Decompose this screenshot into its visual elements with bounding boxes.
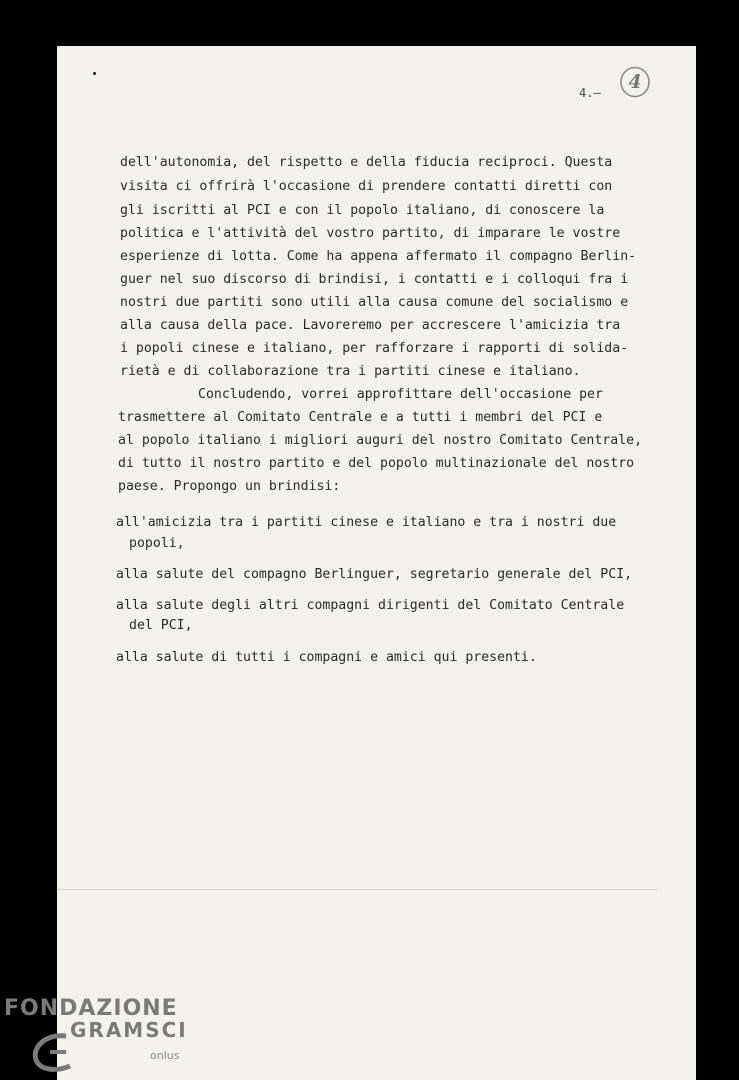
text-line-5: esperienze di lotta. Come ha appena affermato il compagno Berlin- xyxy=(120,249,637,264)
toast-line-2: alla salute del compagno Berlinguer, segretario generale del PCI, xyxy=(116,567,633,582)
text-line-6: guer nel suo discorso di brindisi, i contatti e i colloqui fra i xyxy=(120,272,629,287)
logo-text-gramsci: GRAMSCI xyxy=(70,1018,188,1042)
text-line-13: al popolo italiano i migliori auguri del nostro Comitato Centrale, xyxy=(118,433,643,448)
text-line-12: trasmettere al Comitato Centrale e a tutti i membri del PCI e xyxy=(118,410,603,425)
text-line-4: politica e l'attività del vostro partito, di imparare le vostre xyxy=(120,226,621,241)
text-line-15: paese. Propongo un brindisi: xyxy=(118,479,341,494)
document-page xyxy=(57,46,696,1080)
page-number: 4.– xyxy=(579,86,601,100)
handwritten-number-text: 4 xyxy=(628,71,642,93)
toast-line-1: all'amicizia tra i partiti cinese e italiano e tra i nostri due xyxy=(116,515,617,530)
text-line-9: i popoli cinese e italiano, per rafforzare i rapporti di solida- xyxy=(120,341,629,356)
toast-line-3-cont: del PCI, xyxy=(129,618,193,633)
text-line-7: nostri due partiti sono utili alla causa comune del socialismo e xyxy=(120,295,629,310)
text-line-14: di tutto il nostro partito e del popolo multinazionale del nostro xyxy=(118,456,635,471)
text-line-8: alla causa della pace. Lavoreremo per accrescere l'amicizia tra xyxy=(120,318,621,333)
fondazione-gramsci-logo xyxy=(4,996,188,1080)
text-line-10: rietà e di collaborazione tra i partiti cinese e italiano. xyxy=(120,364,581,379)
toast-line-1-cont: popoli, xyxy=(129,536,185,551)
stray-ink-dot xyxy=(93,72,96,75)
handwritten-page-number xyxy=(619,66,651,98)
text-line-1: dell'autonomia, del rispetto e della fiducia reciproci. Questa xyxy=(120,155,613,170)
page-fold-line xyxy=(57,889,657,890)
toast-line-4: alla salute di tutti i compagni e amici qui presenti. xyxy=(116,650,537,665)
toast-line-3: alla salute degli altri compagni dirigenti del Comitato Centrale xyxy=(116,598,625,613)
text-line-2: visita ci offrirà l'occasione di prendere contatti diretti con xyxy=(120,179,613,194)
text-line-11: Concludendo, vorrei approfittare dell'occasione per xyxy=(198,387,603,402)
logo-text-fondazione: FONDAZIONE xyxy=(4,996,178,1021)
text-line-3: gli iscritti al PCI e con il popolo italiano, di conoscere la xyxy=(120,203,605,218)
logo-text-onlus: onlus xyxy=(150,1049,180,1062)
